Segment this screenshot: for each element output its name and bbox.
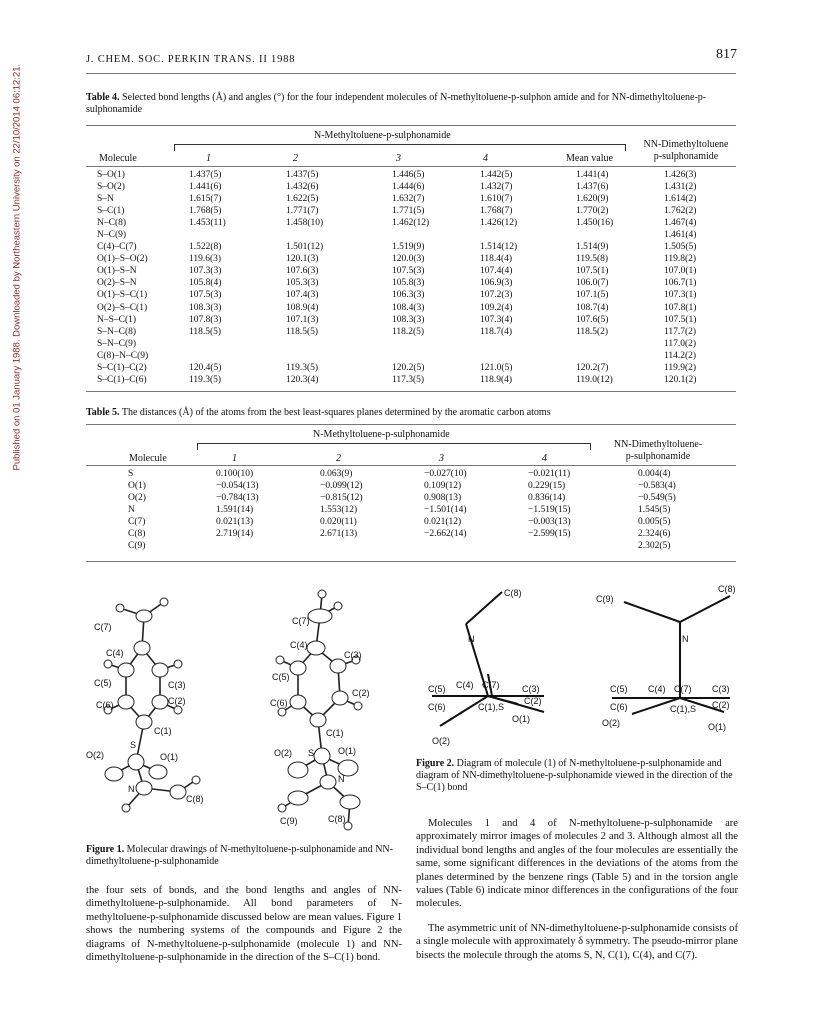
table4-cell: 118.7(4) — [480, 326, 513, 337]
table5-cell: 0.004(4) — [638, 468, 671, 479]
table4-cell: 1.467(4) — [664, 217, 697, 228]
table4-group-header: N-Methyltoluene-p-sulphonamide — [314, 130, 451, 141]
table5-col-1: 1 — [232, 453, 237, 464]
table4-cell: 105.3(3) — [286, 278, 319, 289]
table4-cell: 1.453(11) — [189, 217, 226, 228]
fig1-left-label: S — [130, 740, 137, 750]
table4-cell: O(2)–S–C(1) — [97, 302, 148, 313]
table5-cell: −0.003(13) — [528, 516, 571, 527]
table4-dimethyl-header-1: NN-Dimethyltoluene — [643, 139, 729, 150]
fig2-left-label: O(2) — [432, 736, 450, 746]
table4-cell: 107.8(1) — [664, 302, 697, 313]
table4-cell: 107.6(3) — [286, 266, 319, 277]
table4-cell: 1.514(9) — [576, 242, 609, 253]
table5-cell: 0.021(13) — [216, 516, 254, 527]
table4-cell: 109.2(4) — [480, 302, 513, 313]
table5-cell: −0.549(5) — [638, 492, 676, 503]
table5-col-molecule: Molecule — [129, 453, 167, 464]
table4-row — [97, 169, 724, 181]
table4-cell: 108.3(3) — [189, 302, 222, 313]
fig1-left-label: C(2) — [168, 696, 186, 706]
table4-row — [97, 229, 724, 241]
table4-cell: 1.426(3) — [664, 169, 697, 180]
table4-cell: S–C(1)–C(2) — [97, 363, 147, 374]
table4-row — [97, 278, 724, 290]
table4-cell: 120.1(2) — [664, 375, 697, 386]
table5-cell: −0.099(12) — [320, 480, 363, 491]
table4-col-3: 3 — [396, 153, 401, 164]
table5-bottom-rule — [86, 561, 736, 562]
table5-cell: 0.109(12) — [424, 480, 462, 491]
fig1-right-label: C(2) — [352, 688, 370, 698]
table4-cell: N–C(8) — [97, 217, 127, 228]
table4-cell: 120.2(5) — [392, 363, 425, 374]
table4-cell: S–N — [97, 193, 114, 204]
table5-cell: −2.662(14) — [424, 529, 467, 540]
table5-cell: −0.784(13) — [216, 492, 259, 503]
fig2-right-label: N — [682, 634, 689, 644]
table5-cell: 2.671(13) — [320, 529, 358, 540]
table4-cell: 106.7(1) — [664, 278, 697, 289]
table4-row — [97, 326, 724, 338]
table4-caption-label: Table 4. — [86, 92, 120, 103]
fig2-left-label: C(8) — [504, 588, 522, 598]
table4-cell: 1.446(5) — [392, 169, 425, 180]
table4-cell: S–O(1) — [97, 169, 125, 180]
table4-cell: O(2)–S–N — [97, 278, 137, 289]
table4-cell: 1.622(5) — [286, 193, 319, 204]
table4-cell: 119.9(2) — [664, 363, 697, 374]
table4-cell: 1.615(7) — [189, 193, 222, 204]
table4-cell: 107.5(3) — [392, 266, 425, 277]
fig2-right-label: C(2) — [712, 700, 730, 710]
table5-cell: O(2) — [128, 492, 146, 503]
table4-cell: 119.6(3) — [189, 254, 222, 265]
figure1-caption-label: Figure 1. — [86, 844, 125, 855]
table4-cell: 107.0(1) — [664, 266, 697, 277]
table4-cell: 119.8(2) — [664, 254, 697, 265]
table4-cell: O(1)–S–N — [97, 266, 137, 277]
fig2-right-label: C(4) — [648, 684, 666, 694]
table4-cell: 1.768(5) — [189, 205, 222, 216]
table5-cell — [528, 541, 638, 553]
fig2-right-label: C(5) — [610, 684, 628, 694]
table4-cell: C(4)–C(7) — [97, 242, 137, 253]
table5-cell: 0.005(5) — [638, 516, 671, 527]
fig1-left-label: C(5) — [94, 678, 112, 688]
table4-cell: 1.771(7) — [286, 205, 319, 216]
table4-cell — [576, 350, 664, 362]
table4-cell: 106.0(7) — [576, 278, 609, 289]
table5-cell: 0.836(14) — [528, 492, 566, 503]
table4-row — [97, 242, 724, 254]
table4-cell — [480, 338, 576, 350]
table4-cell: 1.432(7) — [480, 181, 513, 192]
fig1-right-label: O(1) — [338, 746, 356, 756]
table4-cell: S–N–C(9) — [97, 338, 137, 349]
table5-cell: N — [128, 504, 135, 515]
fig2-left-label: N — [468, 634, 475, 644]
table4-cell: 107.5(1) — [664, 314, 697, 325]
table5-cell: 0.100(10) — [216, 468, 254, 479]
fig1-left-label: C(8) — [186, 794, 204, 804]
table4-col-mean: Mean value — [566, 153, 613, 164]
fig1-right-label: C(9) — [280, 816, 298, 826]
table5-row — [128, 516, 698, 528]
figure2-caption — [416, 758, 738, 794]
table5-cell: −0.054(13) — [216, 480, 259, 491]
table5-cell: 1.591(14) — [216, 504, 254, 515]
fig1-left-label: C(4) — [106, 648, 124, 658]
table5-cell: 2.719(14) — [216, 529, 254, 540]
table4-cell: 108.3(3) — [392, 314, 425, 325]
fig2-right-label: C(1),S — [670, 704, 697, 714]
table5-cell: 2.324(6) — [638, 529, 671, 540]
table4-row — [97, 217, 724, 229]
page-number: 817 — [716, 47, 737, 62]
table5-cell: S — [128, 468, 134, 479]
table5-cell — [216, 541, 320, 553]
table5-cell: 0.021(12) — [424, 516, 462, 527]
table4-cell: 108.7(4) — [576, 302, 609, 313]
fig2-right-label: O(1) — [708, 722, 726, 732]
table4-cell — [189, 229, 286, 241]
table4-bottom-rule — [86, 391, 736, 392]
table4-row — [97, 266, 724, 278]
table4-cell — [286, 229, 392, 241]
table4-row — [97, 193, 724, 205]
table4-cell: 1.519(9) — [392, 242, 425, 253]
table4-cell: 1.632(7) — [392, 193, 425, 204]
fig2-left-label: C(7) — [482, 680, 500, 690]
table5-cell: 1.545(5) — [638, 504, 671, 515]
table4-cell — [392, 350, 480, 362]
table4-row — [97, 181, 724, 193]
table4-col-2: 2 — [293, 153, 298, 164]
table5-row — [128, 480, 698, 492]
table4-cell: 1.450(16) — [576, 217, 614, 228]
download-note: Published on 01 January 1988. Downloaded by Northeastern University on 22/10/2014 06:12:21. — [11, 63, 23, 471]
table5-cell: 0.063(9) — [320, 468, 353, 479]
fig2-left-label: C(2) — [524, 696, 542, 706]
table4-cell: 1.462(12) — [392, 217, 430, 228]
fig1-left-label: O(2) — [86, 750, 104, 760]
table4-cell: 1.505(5) — [664, 242, 697, 253]
table4-cell: 107.8(3) — [189, 314, 222, 325]
fig1-left-label: O(1) — [160, 752, 178, 762]
table5-col-4: 4 — [542, 453, 547, 464]
table4-top-rule — [86, 125, 736, 126]
table5-caption-text: The distances (Å) of the atoms from the best least-squares planes determined by the aromatic carbon atoms — [121, 407, 551, 418]
table5-row — [128, 468, 698, 480]
table4-cell: 119.0(12) — [576, 375, 613, 386]
table5-cell: −0.021(11) — [528, 468, 571, 479]
table4-cell: 1.770(2) — [576, 205, 609, 216]
table5-row — [128, 492, 698, 504]
fig2-right-label: C(7) — [674, 684, 692, 694]
table4-row — [97, 205, 724, 217]
fig2-left-label: C(4) — [456, 680, 474, 690]
fig2-right-label: C(3) — [712, 684, 730, 694]
table5-cell: C(9) — [128, 541, 146, 552]
table4-cell: 119.3(5) — [286, 363, 319, 374]
figure1-caption-text: Molecular drawings of N-methyltoluene-p-sulphonamide and NN-dimethyltoluene-p-sulphonamide — [86, 844, 393, 867]
fig1-right-label: C(3) — [344, 650, 362, 660]
table4-cell: S–N–C(8) — [97, 326, 137, 337]
fig2-right-label: C(6) — [610, 702, 628, 712]
table5-cell — [320, 541, 424, 553]
table4-cell: 118.4(4) — [480, 254, 513, 265]
fig1-right-label: C(8) — [328, 814, 346, 824]
table4-dimethyl-header-2: p-sulphonamide — [653, 151, 719, 162]
fig2-left-label: O(1) — [512, 714, 530, 724]
table5-cell: −2.599(15) — [528, 529, 571, 540]
journal-header: J. CHEM. SOC. PERKIN TRANS. II 1988 — [86, 54, 296, 65]
table4-cell: 117.3(5) — [392, 375, 425, 386]
table4-cell — [189, 338, 286, 350]
fig2-right-label: C(9) — [596, 594, 614, 604]
table4-cell: 1.768(7) — [480, 205, 513, 216]
table4-cell: 119.3(5) — [189, 375, 222, 386]
fig2-left-label: C(5) — [428, 684, 446, 694]
table5-cell: −0.027(10) — [424, 468, 467, 479]
table4-cell: 121.0(5) — [480, 363, 513, 374]
table4-cell: 107.1(5) — [576, 290, 609, 301]
table4-cell: 105.8(3) — [392, 278, 425, 289]
fig2-left-label: C(6) — [428, 702, 446, 712]
table4-cell: S–O(2) — [97, 181, 125, 192]
fig1-left-label: C(6) — [96, 700, 114, 710]
table5-cell: −0.583(4) — [638, 480, 676, 491]
fig2-right-label: C(8) — [718, 584, 736, 594]
table4-cell: 118.9(4) — [480, 375, 513, 386]
fig1-right-label: C(5) — [272, 672, 290, 682]
table4-cell: 1.522(8) — [189, 242, 222, 253]
table4-cell: 120.2(7) — [576, 363, 609, 374]
table4-cell: 118.5(5) — [189, 326, 222, 337]
table4-cell: 1.441(6) — [189, 181, 222, 192]
table5-cell — [424, 541, 528, 553]
fig2-left-label: C(1),S — [478, 702, 505, 712]
table4-cell: 120.3(4) — [286, 375, 319, 386]
table4-cell: 1.442(5) — [480, 169, 513, 180]
table4-cell: 1.432(6) — [286, 181, 319, 192]
table4-row — [97, 254, 724, 266]
table5-cell: O(1) — [128, 480, 146, 491]
table4-cell — [286, 338, 392, 350]
table5-cell: 0.229(15) — [528, 480, 566, 491]
table4-row — [97, 350, 724, 362]
table4-cell: 120.4(5) — [189, 363, 222, 374]
table5-cell: 2.302(5) — [638, 541, 671, 552]
table4-cell: 106.3(3) — [392, 290, 425, 301]
table5-row — [128, 528, 698, 540]
table5-cell: −1.501(14) — [424, 504, 467, 515]
table5-row — [128, 504, 698, 516]
table4-cell: 118.5(5) — [286, 326, 319, 337]
table5-dimethyl-header-1: NN-Dimethyltoluene- — [613, 439, 703, 450]
table4-cell: 108.4(3) — [392, 302, 425, 313]
table5-group-brace — [197, 443, 591, 450]
table4-col-4: 4 — [483, 153, 488, 164]
table4-cell: 118.2(5) — [392, 326, 425, 337]
table4-cell: 1.437(5) — [189, 169, 222, 180]
table4-cell: 107.4(3) — [286, 290, 319, 301]
table5-cell: 0.908(13) — [424, 492, 462, 503]
figure2-caption-text: Diagram of molecule (1) of N-methyltoluene-p-sulphonamide and diagram of NN-dimethyltoluene-p-sulphonamide viewed in the direction of the S–C(1) bond — [416, 758, 733, 793]
fig1-right-label: O(2) — [274, 748, 292, 758]
table4-group-brace — [174, 144, 626, 151]
table4-cell: N–S–C(1) — [97, 314, 137, 325]
table4-row — [97, 363, 724, 375]
table4-cell: 105.8(4) — [189, 278, 222, 289]
fig1-right-label: C(4) — [290, 640, 308, 650]
table4-cell: 108.9(4) — [286, 302, 319, 313]
table4-cell: 118.5(2) — [576, 326, 609, 337]
table4-cell: 1.771(5) — [392, 205, 425, 216]
table4-cell: 117.7(2) — [664, 326, 697, 337]
table4-cell: 107.5(3) — [189, 290, 222, 301]
fig1-right-label: C(6) — [270, 698, 288, 708]
table4-cell: 1.431(2) — [664, 181, 697, 192]
body-text-right-p1: Molecules 1 and 4 of N-methyltoluene-p-sulphonamide are approximately mirror images of molecules 2 and 3. Although almost all the individual bond lengths and angles of the four molecules are essentially the same, some significant differences in the deviations of the atoms from the planes determined by the benzene rings (Table 5) and in the torsion angle values (Table 6) indicate minor differences in the configurations of the four molecules. — [416, 818, 738, 910]
table4-cell: O(1)–S–C(1) — [97, 290, 148, 301]
table4-cell — [189, 350, 286, 362]
table5-row — [128, 541, 698, 553]
table4-cell: S–C(1) — [97, 205, 125, 216]
table5-col-3: 3 — [439, 453, 444, 464]
table4-cell: 107.4(4) — [480, 266, 513, 277]
table4-cell: 107.3(1) — [664, 290, 697, 301]
table4-cell — [576, 229, 664, 241]
table4-row — [97, 314, 724, 326]
table4-cell — [576, 338, 664, 350]
fig1-right-label: C(7) — [292, 616, 310, 626]
table5-dimethyl-header-2: p-sulphonamide — [625, 451, 691, 462]
table4-cell: 1.610(7) — [480, 193, 513, 204]
table4-cell: 1.461(4) — [664, 230, 697, 241]
table4-cell: 107.3(4) — [480, 314, 513, 325]
table4 — [97, 169, 724, 387]
table4-cell: 1.458(10) — [286, 217, 324, 228]
figure1-caption — [86, 844, 402, 868]
fig1-right-label: S — [308, 748, 315, 758]
table4-cell — [286, 350, 392, 362]
body-text-left: the four sets of bonds, and the bond lengths and angles of NN-dimethyltoluene-p-sulphonamide. All bond parameters of N-methyltoluene-p-sulphonamide discussed below are mean values. Figure 1 shows the numbering systems of the compounds and Figure 2 the diagrams of N-methyltoluene-p-sulphonamide (molecule 1) and NN-dimethyltoluene-p-sulphonamide in the direction of the S–C(1) bond. — [86, 885, 402, 964]
table5-header-rule — [86, 465, 736, 466]
table4-col-1: 1 — [206, 153, 211, 164]
fig1-left-label: C(7) — [94, 622, 112, 632]
table4-cell: 120.1(3) — [286, 254, 319, 265]
body-text-right-p2: The asymmetric unit of NN-dimethyltoluene-p-sulphonamide consists of a single molecule with approximately δ symmetry. The pseudo-mirror plane bisects the molecule through the atoms S, N, C(1), C(4), and C(7). — [416, 923, 738, 961]
table4-cell: 1.426(12) — [480, 217, 518, 228]
table4-cell: N–C(9) — [97, 230, 127, 241]
table4-cell: 119.5(8) — [576, 254, 609, 265]
table4-cell — [392, 229, 480, 241]
table4-cell: 114.2(2) — [664, 350, 697, 361]
table5-col-2: 2 — [336, 453, 341, 464]
figure1-drawing — [86, 576, 406, 838]
table4-cell: 117.0(2) — [664, 338, 697, 349]
table4-header-rule — [86, 166, 736, 167]
table4-row — [97, 302, 724, 314]
table4-caption-text: Selected bond lengths (Å) and angles (°) for the four independent molecules of N-methyltoluene-p-sulphon amide and for NN-dimethyltoluene-p-sulphonamide — [86, 92, 707, 115]
table4-cell: 1.762(2) — [664, 205, 697, 216]
table5-top-rule — [86, 424, 736, 425]
table4-cell: 1.514(12) — [480, 242, 518, 253]
fig1-left-label: N — [128, 784, 135, 794]
table5-group-header: N-Methyltoluene-p-sulphonamide — [313, 429, 450, 440]
fig1-right-label: C(1) — [326, 728, 344, 738]
figure2-caption-label: Figure 2. — [416, 758, 455, 769]
table4-cell: 1.437(5) — [286, 169, 319, 180]
table4-cell: 1.620(9) — [576, 193, 609, 204]
table5-cell: C(7) — [128, 516, 146, 527]
fig1-right-label: N — [338, 774, 345, 784]
table5-cell: −1.519(15) — [528, 504, 571, 515]
table4-cell: 107.5(1) — [576, 266, 609, 277]
table5-cell: −0.815(12) — [320, 492, 363, 503]
table5-cell: 1.553(12) — [320, 504, 358, 515]
table4-cell: 107.2(3) — [480, 290, 513, 301]
table4-cell: 106.9(3) — [480, 278, 513, 289]
table4-cell: O(1)–S–O(2) — [97, 254, 148, 265]
table5-caption — [86, 407, 736, 419]
table4-cell: 120.0(3) — [392, 254, 425, 265]
fig2-left-label: C(3) — [522, 684, 540, 694]
header-rule — [86, 73, 736, 74]
table4-cell — [480, 350, 576, 362]
table4-cell — [392, 338, 480, 350]
fig1-left-label: C(3) — [168, 680, 186, 690]
figure2-diagram — [418, 578, 742, 756]
table4-cell: 107.3(3) — [189, 266, 222, 277]
table4-cell — [480, 229, 576, 241]
table4-cell: 1.501(12) — [286, 242, 324, 253]
table4-cell: 1.437(6) — [576, 181, 609, 192]
table5-caption-label: Table 5. — [86, 407, 120, 418]
table4-col-molecule: Molecule — [99, 153, 137, 164]
table4-cell: S–C(1)–C(6) — [97, 375, 147, 386]
table4-cell: 1.614(2) — [664, 193, 697, 204]
table4-cell: 107.1(3) — [286, 314, 319, 325]
table4-cell: C(8)–N–C(9) — [97, 350, 149, 361]
table4-cell: 107.6(5) — [576, 314, 609, 325]
table5-cell: 0.020(11) — [320, 516, 357, 527]
table4-row — [97, 290, 724, 302]
table4-caption — [86, 92, 736, 116]
fig1-left-label: C(1) — [154, 726, 172, 736]
table4-row — [97, 375, 724, 387]
fig2-right-label: O(2) — [602, 718, 620, 728]
table4-cell: 1.444(6) — [392, 181, 425, 192]
table5 — [128, 468, 698, 553]
table4-row — [97, 338, 724, 350]
table4-cell: 1.441(4) — [576, 169, 609, 180]
table5-cell: C(8) — [128, 529, 146, 540]
